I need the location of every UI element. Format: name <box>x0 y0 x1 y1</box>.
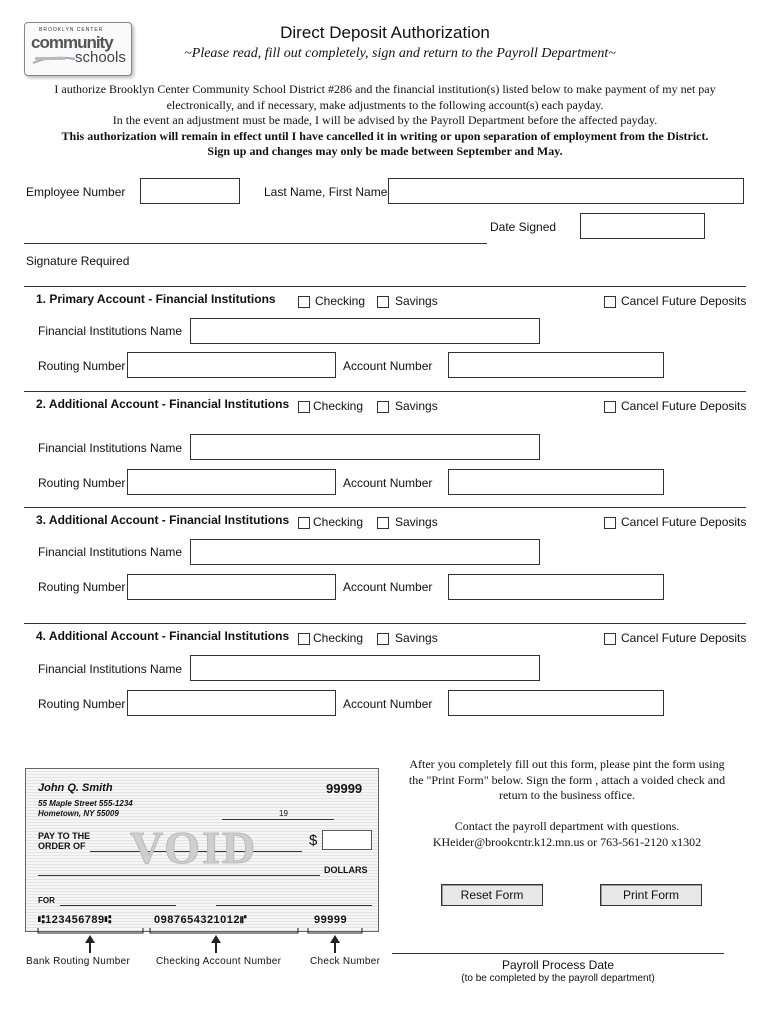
process-date-line <box>392 953 724 954</box>
savings-checkbox[interactable] <box>377 296 389 308</box>
checking-checkbox[interactable] <box>298 633 310 645</box>
section-divider <box>24 623 746 624</box>
check-for-label: FOR <box>38 896 55 905</box>
instructions <box>392 757 742 804</box>
intro-line-2: electronically, and if necessary, make adjustments to the following account(s) each payday. <box>166 97 604 112</box>
arrow-up-icon <box>330 935 340 953</box>
routing-number-label: Routing Number <box>38 580 126 594</box>
cancel-deposits-checkbox[interactable] <box>604 296 616 308</box>
authorization-text <box>0 82 770 160</box>
sample-check <box>25 768 379 932</box>
check-address-1: 55 Maple Street 555-1234 <box>38 799 133 808</box>
cancel-deposits-label: Cancel Future Deposits <box>621 515 747 529</box>
cancel-deposits-checkbox[interactable] <box>604 633 616 645</box>
check-dollars-label: DOLLARS <box>324 865 368 875</box>
employee-number-label: Employee Number <box>26 185 126 199</box>
check-memo-line <box>60 905 176 906</box>
checking-label: Checking <box>313 515 364 529</box>
section-title: 3. Additional Account - Financial Institutions <box>36 513 290 527</box>
checking-checkbox[interactable] <box>298 296 310 308</box>
checking-label: Checking <box>315 294 366 308</box>
check-signature-line <box>216 905 372 906</box>
check-label-routing: Bank Routing Number <box>26 956 131 967</box>
arrow-up-icon <box>85 935 95 953</box>
check-number: 99999 <box>326 781 363 796</box>
print-form-button[interactable]: Print Form <box>600 884 702 906</box>
contact-line-2: KHeider@brookcntr.k12.mn.us or 763-561-2120 x1302 <box>432 834 702 849</box>
date-signed-label: Date Signed <box>490 220 557 234</box>
check-label-account: Checking Account Number <box>156 956 282 967</box>
payroll-process-note: (to be completed by the payroll department) <box>461 973 655 984</box>
financial-institution-input[interactable] <box>190 318 540 344</box>
page-title: Direct Deposit Authorization <box>280 23 490 42</box>
checking-label: Checking <box>313 399 364 413</box>
check-address-2: Hometown, NY 55009 <box>38 809 119 818</box>
contact-info <box>392 819 742 850</box>
account-number-input[interactable] <box>448 574 664 600</box>
checking-checkbox[interactable] <box>298 401 310 413</box>
financial-institution-input[interactable] <box>190 539 540 565</box>
check-name: John Q. Smith <box>38 782 113 794</box>
intro-line-5: Sign up and changes may only be made between September and May. <box>207 144 563 158</box>
payroll-process-date-label: Payroll Process Date <box>501 958 615 972</box>
instructions-line-3: return to the business office. <box>498 788 636 802</box>
section-title: 1. Primary Account - Financial Institutions <box>36 292 276 306</box>
arrow-up-icon <box>211 935 221 953</box>
section-title: 4. Additional Account - Financial Institutions <box>36 629 290 643</box>
logo-swoosh-icon <box>31 53 77 67</box>
check-micr-routing: ⑆123456789⑆ <box>38 914 112 926</box>
cancel-deposits-label: Cancel Future Deposits <box>621 294 747 308</box>
signature-label: Signature Required <box>26 254 130 268</box>
routing-number-input[interactable] <box>127 469 336 495</box>
savings-label: Savings <box>395 515 438 529</box>
check-micr-account: 0987654321012⑈ <box>154 914 248 926</box>
checking-label: Checking <box>313 631 364 645</box>
employee-number-input[interactable] <box>140 178 240 204</box>
check-void-stamp: VOID <box>130 822 258 873</box>
financial-institution-input[interactable] <box>190 434 540 460</box>
savings-label: Savings <box>395 294 438 308</box>
account-number-label: Account Number <box>343 580 433 594</box>
check-pay-to-1: PAY TO THE <box>38 831 91 841</box>
page-subtitle: ~Please read, fill out completely, sign and return to the Payroll Department~ <box>184 46 616 61</box>
name-label: Last Name, First Name <box>264 185 388 199</box>
date-signed-input[interactable] <box>580 213 705 239</box>
account-number-input[interactable] <box>448 690 664 716</box>
section-divider <box>24 391 746 392</box>
account-number-label: Account Number <box>343 476 433 490</box>
routing-number-label: Routing Number <box>38 476 126 490</box>
intro-line-1: I authorize Brooklyn Center Community School District #286 and the financial institution(s) listed below to make payment of my net pay <box>54 82 716 96</box>
check-date-prefix: 19 <box>279 809 288 818</box>
check-micr-number: 99999 <box>314 914 348 926</box>
routing-number-label: Routing Number <box>38 359 126 373</box>
account-number-input[interactable] <box>448 469 664 495</box>
section-title: 2. Additional Account - Financial Institutions <box>36 397 290 411</box>
financial-institution-label: Financial Institutions Name <box>38 545 183 559</box>
routing-number-label: Routing Number <box>38 697 126 711</box>
savings-label: Savings <box>395 399 438 413</box>
check-dollar-sign: $ <box>309 832 318 849</box>
financial-institution-label: Financial Institutions Name <box>38 441 183 455</box>
financial-institution-label: Financial Institutions Name <box>38 662 183 676</box>
name-input[interactable] <box>388 178 744 204</box>
check-amount-words-line <box>38 875 320 876</box>
reset-form-button[interactable]: Reset Form <box>441 884 543 906</box>
account-number-label: Account Number <box>343 359 433 373</box>
intro-line-3: In the event an adjustment must be made, I will be advised by the Payroll Department before the affected payday. <box>112 113 658 127</box>
savings-checkbox[interactable] <box>377 401 389 413</box>
account-number-label: Account Number <box>343 697 433 711</box>
financial-institution-label: Financial Institutions Name <box>38 324 183 338</box>
check-field-brackets <box>0 925 390 955</box>
check-amount-box <box>322 830 372 850</box>
financial-institution-input[interactable] <box>190 655 540 681</box>
routing-number-input[interactable] <box>127 352 336 378</box>
cancel-deposits-checkbox[interactable] <box>604 401 616 413</box>
intro-line-4: This authorization will remain in effect until I have cancelled it in writing or upon separation of employment from the District. <box>61 128 709 143</box>
contact-line-1: Contact the payroll department with questions. <box>454 819 680 833</box>
savings-label: Savings <box>395 631 438 645</box>
section-divider <box>24 286 746 287</box>
checking-checkbox[interactable] <box>298 517 310 529</box>
check-date-line <box>222 819 334 820</box>
routing-number-input[interactable] <box>127 690 336 716</box>
savings-checkbox[interactable] <box>377 633 389 645</box>
cancel-deposits-label: Cancel Future Deposits <box>621 399 747 413</box>
instructions-line-2: the "Print Form" below. Sign the form , attach a voided check and <box>408 772 726 787</box>
logo-top-text: BROOKLYN CENTER <box>39 27 104 33</box>
section-divider <box>24 507 746 508</box>
instructions-line-1: After you completely fill out this form, please pint the form using <box>409 757 725 771</box>
cancel-deposits-label: Cancel Future Deposits <box>621 631 747 645</box>
logo-word-schools: schools <box>75 49 126 66</box>
account-number-input[interactable] <box>448 352 664 378</box>
cancel-deposits-checkbox[interactable] <box>604 517 616 529</box>
check-label-number: Check Number <box>310 956 381 967</box>
signature-line <box>24 243 487 244</box>
routing-number-input[interactable] <box>127 574 336 600</box>
savings-checkbox[interactable] <box>377 517 389 529</box>
logo-word-community: community <box>31 33 113 52</box>
check-pay-to-2: ORDER OF <box>38 841 86 851</box>
